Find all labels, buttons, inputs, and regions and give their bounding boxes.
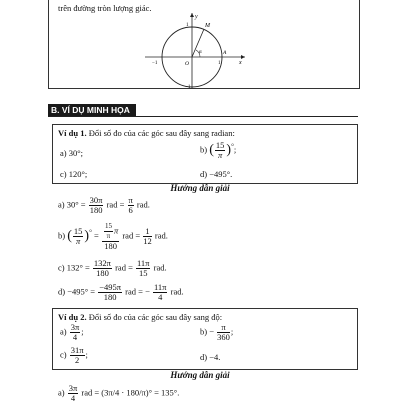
example-1-option-c: c) 120°; <box>60 169 88 179</box>
section-label: B. VÍ DỤ MINH HỌA <box>48 104 136 116</box>
solution-1-a: a) 30° = $\frac{30\pi}{180}$ rad = $\frac{\pi}{6}$ rad. <box>58 195 150 215</box>
label-o: O <box>185 61 189 67</box>
solution-2-a: a) $\frac{3\pi}{4}$ rad = (3π/4 · 180/π)° = 135°. <box>58 383 180 403</box>
label-alpha: α <box>199 50 202 55</box>
label-minus-one-left: −1 <box>152 61 158 66</box>
example-2-option-b: b) − $\frac{\pi}{360}$ ; <box>200 322 234 342</box>
solution-1-d: d) −495° = $\frac{-495\pi}{180}$ rad = − $\frac{11\pi}{4}$ rad. <box>58 282 184 302</box>
label-minus-one-bottom: −1 <box>185 85 191 90</box>
example-1-title: Ví dụ 1. Đổi số đo của các góc sau đây sang radian: <box>58 128 235 138</box>
guide-2-heading: Hướng dẫn giải <box>170 370 230 380</box>
guide-1-heading: Hướng dẫn giải <box>170 183 230 193</box>
section-header <box>48 104 358 117</box>
label-one-top: 1 <box>186 23 189 28</box>
unit-circle-diagram <box>140 10 250 90</box>
label-m: M <box>205 23 210 29</box>
label-a: A <box>223 50 227 56</box>
example-2-option-c: c) $\frac{31\pi}{2}$ ; <box>60 345 88 365</box>
example-1-option-d: d) −495°. <box>200 169 233 179</box>
label-y: y <box>195 14 198 20</box>
example-1-option-a: a) 30°; <box>60 148 83 158</box>
example-2-title: Ví dụ 2. Đổi số đo của các góc sau đây sang độ: <box>58 312 223 322</box>
label-x: x <box>239 60 242 66</box>
solution-1-c: c) 132° = $\frac{132\pi}{180}$ rad = $\frac{11\pi}{15}$ rad. <box>58 258 167 278</box>
example-1-option-b: b) ( $\frac{15}{\pi}$ )°; <box>200 140 237 160</box>
solution-1-b: b) ( $\frac{15}{\pi}$ )° = $\frac{15}{\pi}$ π 180 rad = $\frac{1}{12}$ rad. <box>58 222 168 251</box>
example-2-option-a: a) $\frac{3\pi}{4}$ ; <box>60 322 84 342</box>
example-2-option-d: d) −4. <box>200 352 221 362</box>
label-one-right: 1 <box>218 61 221 66</box>
definition-text: trên đường tròn lượng giác. <box>58 3 152 13</box>
